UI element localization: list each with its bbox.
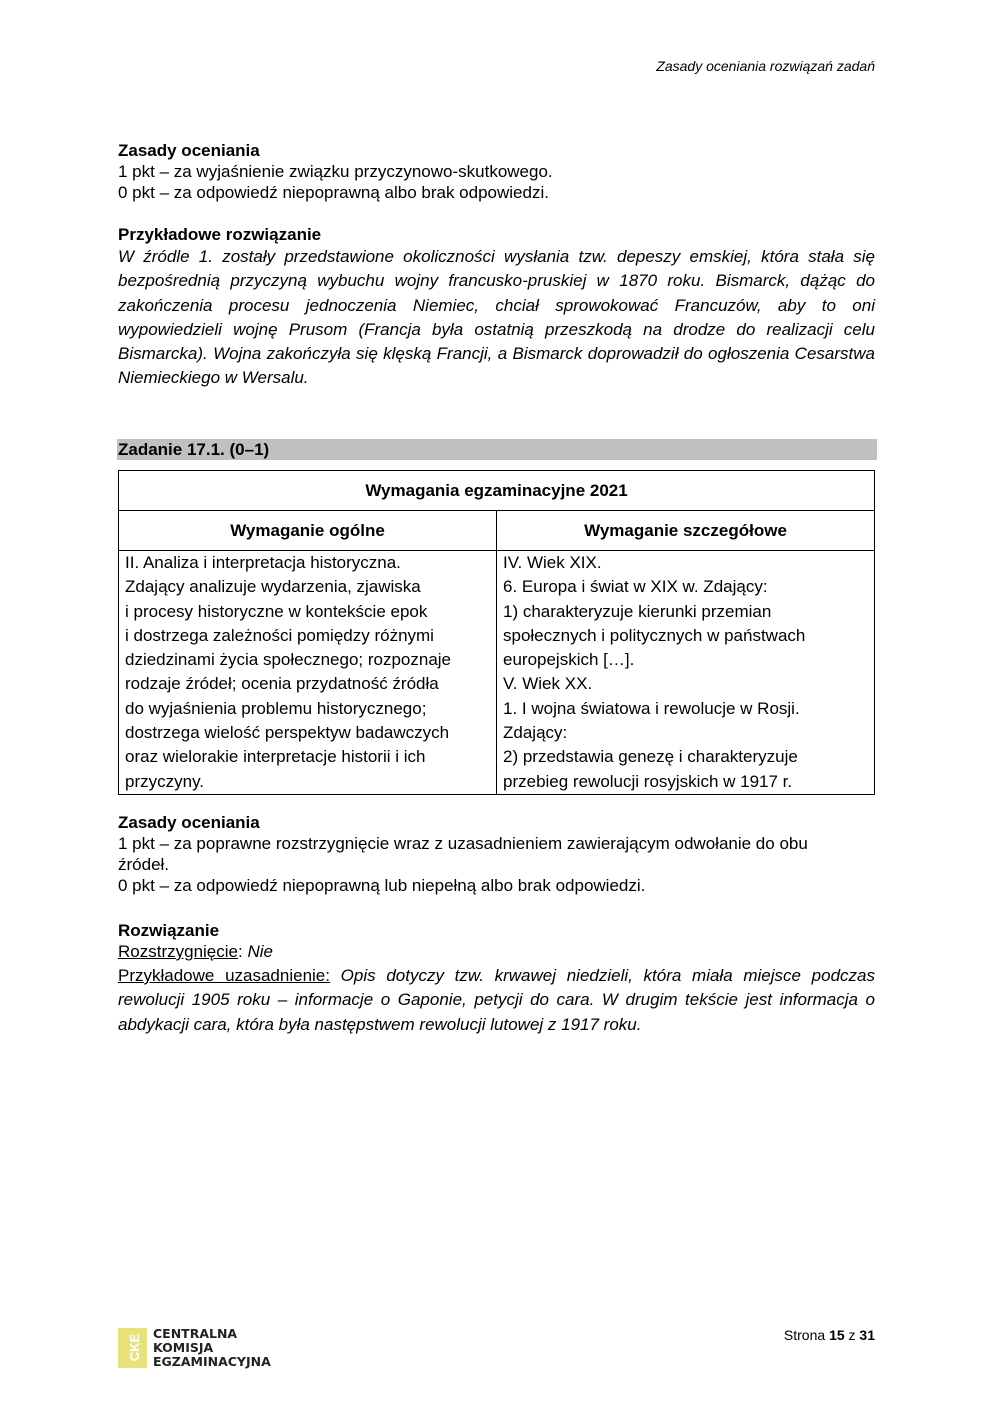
general-line: Zdający analizuje wydarzenia, zjawiska <box>125 577 421 597</box>
scoring-line: 0 pkt – za odpowiedź niepoprawną lub niepełną albo brak odpowiedzi. <box>118 876 646 895</box>
decision-line <box>118 941 875 962</box>
justification-text: Opis dotyczy tzw. krwawej niedzieli, która miała miejsce podczas rewolucji 1905 roku – informacje o Gaponie, petycji do cara. W drugim tekście jest informacja o abdykacji cara, która była następstwem rewolucji lutowej z 1917 roku. <box>118 966 875 1034</box>
general-requirement <box>119 551 497 795</box>
requirements-title: Wymagania egzaminacyjne 2021 <box>119 471 875 511</box>
general-line: rodzaje źródeł; ocenia przydatność źródła <box>125 674 439 694</box>
scoring-heading: Zasady oceniania <box>118 141 260 160</box>
sample-solution <box>118 224 875 391</box>
general-line: i procesy historyczne w kontekście epok <box>125 601 428 621</box>
scoring-rules-1 <box>118 140 875 203</box>
general-line: dziedzinami życia społecznego; rozpoznaje <box>125 650 452 670</box>
task-title: Zadanie 17.1. (0–1) <box>117 439 877 460</box>
specific-line: 2) przedstawia genezę i charakteryzuje <box>503 747 798 767</box>
scoring-line: źródeł. <box>118 855 170 874</box>
page-total: 31 <box>859 1327 875 1343</box>
logo-line: EGZAMINACYJNA <box>153 1354 271 1369</box>
scoring-line: 1 pkt – za poprawne rozstrzygnięcie wraz z uzasadnieniem zawierającym odwołanie do obu <box>118 834 808 853</box>
specific-line: europejskich […]. <box>503 650 635 670</box>
logo-mark-text: CKE <box>127 1333 143 1362</box>
justification-label: Przykładowe uzasadnienie: <box>118 966 330 985</box>
decision-value: Nie <box>247 942 273 961</box>
general-line: II. Analiza i interpretacja historyczna. <box>125 553 401 572</box>
solution-text: W źródle 1. zostały przedstawione okoliczności wysłania tzw. depeszy emskiej, która stała się bezpośrednią przyczyną wybuchu wojny francusko-pruskiej w 1870 roku. Bismarck, dążąc do zakończenia procesu jednoczenia Niemiec, chciał sprowokować Francuzów, aby to oni wypowiedzieli wojnę Prusom (Francja była ostatnią przeszkodą na drodze do realizacji celu Bismarcka). Wojna zakończyła się klęską Francji, a Bismarck doprowadził do ogłoszenia Cesarstwa Niemieckiego w Wersalu. <box>118 247 875 388</box>
scoring-heading: Zasady oceniania <box>118 813 260 832</box>
general-line: przyczyny. <box>125 771 205 791</box>
scoring-rules-2 <box>118 812 875 896</box>
page-current: 15 <box>829 1327 845 1343</box>
general-line: i dostrzega zależności pomiędzy różnymi <box>125 625 434 645</box>
column-specific: Wymaganie szczegółowe <box>497 511 875 551</box>
specific-line: przebieg rewolucji rosyjskich w 1917 r. <box>503 771 793 791</box>
running-header: Zasady oceniania rozwiązań zadań <box>656 58 875 74</box>
solution-heading: Przykładowe rozwiązanie <box>118 225 322 244</box>
decision-separator: : <box>238 942 248 961</box>
cke-logo <box>118 1327 271 1369</box>
page-prefix: Strona <box>783 1327 830 1343</box>
logo-line: CENTRALNA <box>153 1326 238 1341</box>
general-line: oraz wielorakie interpretacje historii i ich <box>125 747 426 767</box>
specific-line: 6. Europa i świat w XIX w. Zdający: <box>503 577 768 597</box>
general-line: do wyjaśnienia problemu historycznego; <box>125 698 427 718</box>
specific-line: 1. I wojna światowa i rewolucje w Rosji. <box>503 698 800 718</box>
scoring-line: 1 pkt – za wyjaśnienie związku przyczynowo-skutkowego. <box>118 162 553 181</box>
specific-line: Zdający: <box>503 723 568 743</box>
specific-line: V. Wiek XX. <box>503 674 593 694</box>
justification <box>118 964 875 1037</box>
logo-line: KOMISJA <box>153 1340 214 1355</box>
specific-line: 1) charakteryzuje kierunki przemian <box>503 601 772 621</box>
general-line: dostrzega wielość perspektyw badawczych <box>125 723 450 743</box>
decision-label: Rozstrzygnięcie <box>118 942 238 961</box>
page-number <box>784 1327 875 1343</box>
specific-line: IV. Wiek XIX. <box>503 553 602 572</box>
solution-heading: Rozwiązanie <box>118 921 220 940</box>
specific-requirement <box>497 551 875 795</box>
cke-logo-icon <box>118 1328 147 1368</box>
column-general: Wymaganie ogólne <box>119 511 497 551</box>
solution <box>118 920 875 1037</box>
logo-text <box>153 1327 271 1369</box>
page-sep: z <box>844 1327 860 1343</box>
specific-line: społecznych i politycznych w państwach <box>503 625 806 645</box>
scoring-line: 0 pkt – za odpowiedź niepoprawną albo brak odpowiedzi. <box>118 183 549 202</box>
requirements-table <box>118 470 875 795</box>
